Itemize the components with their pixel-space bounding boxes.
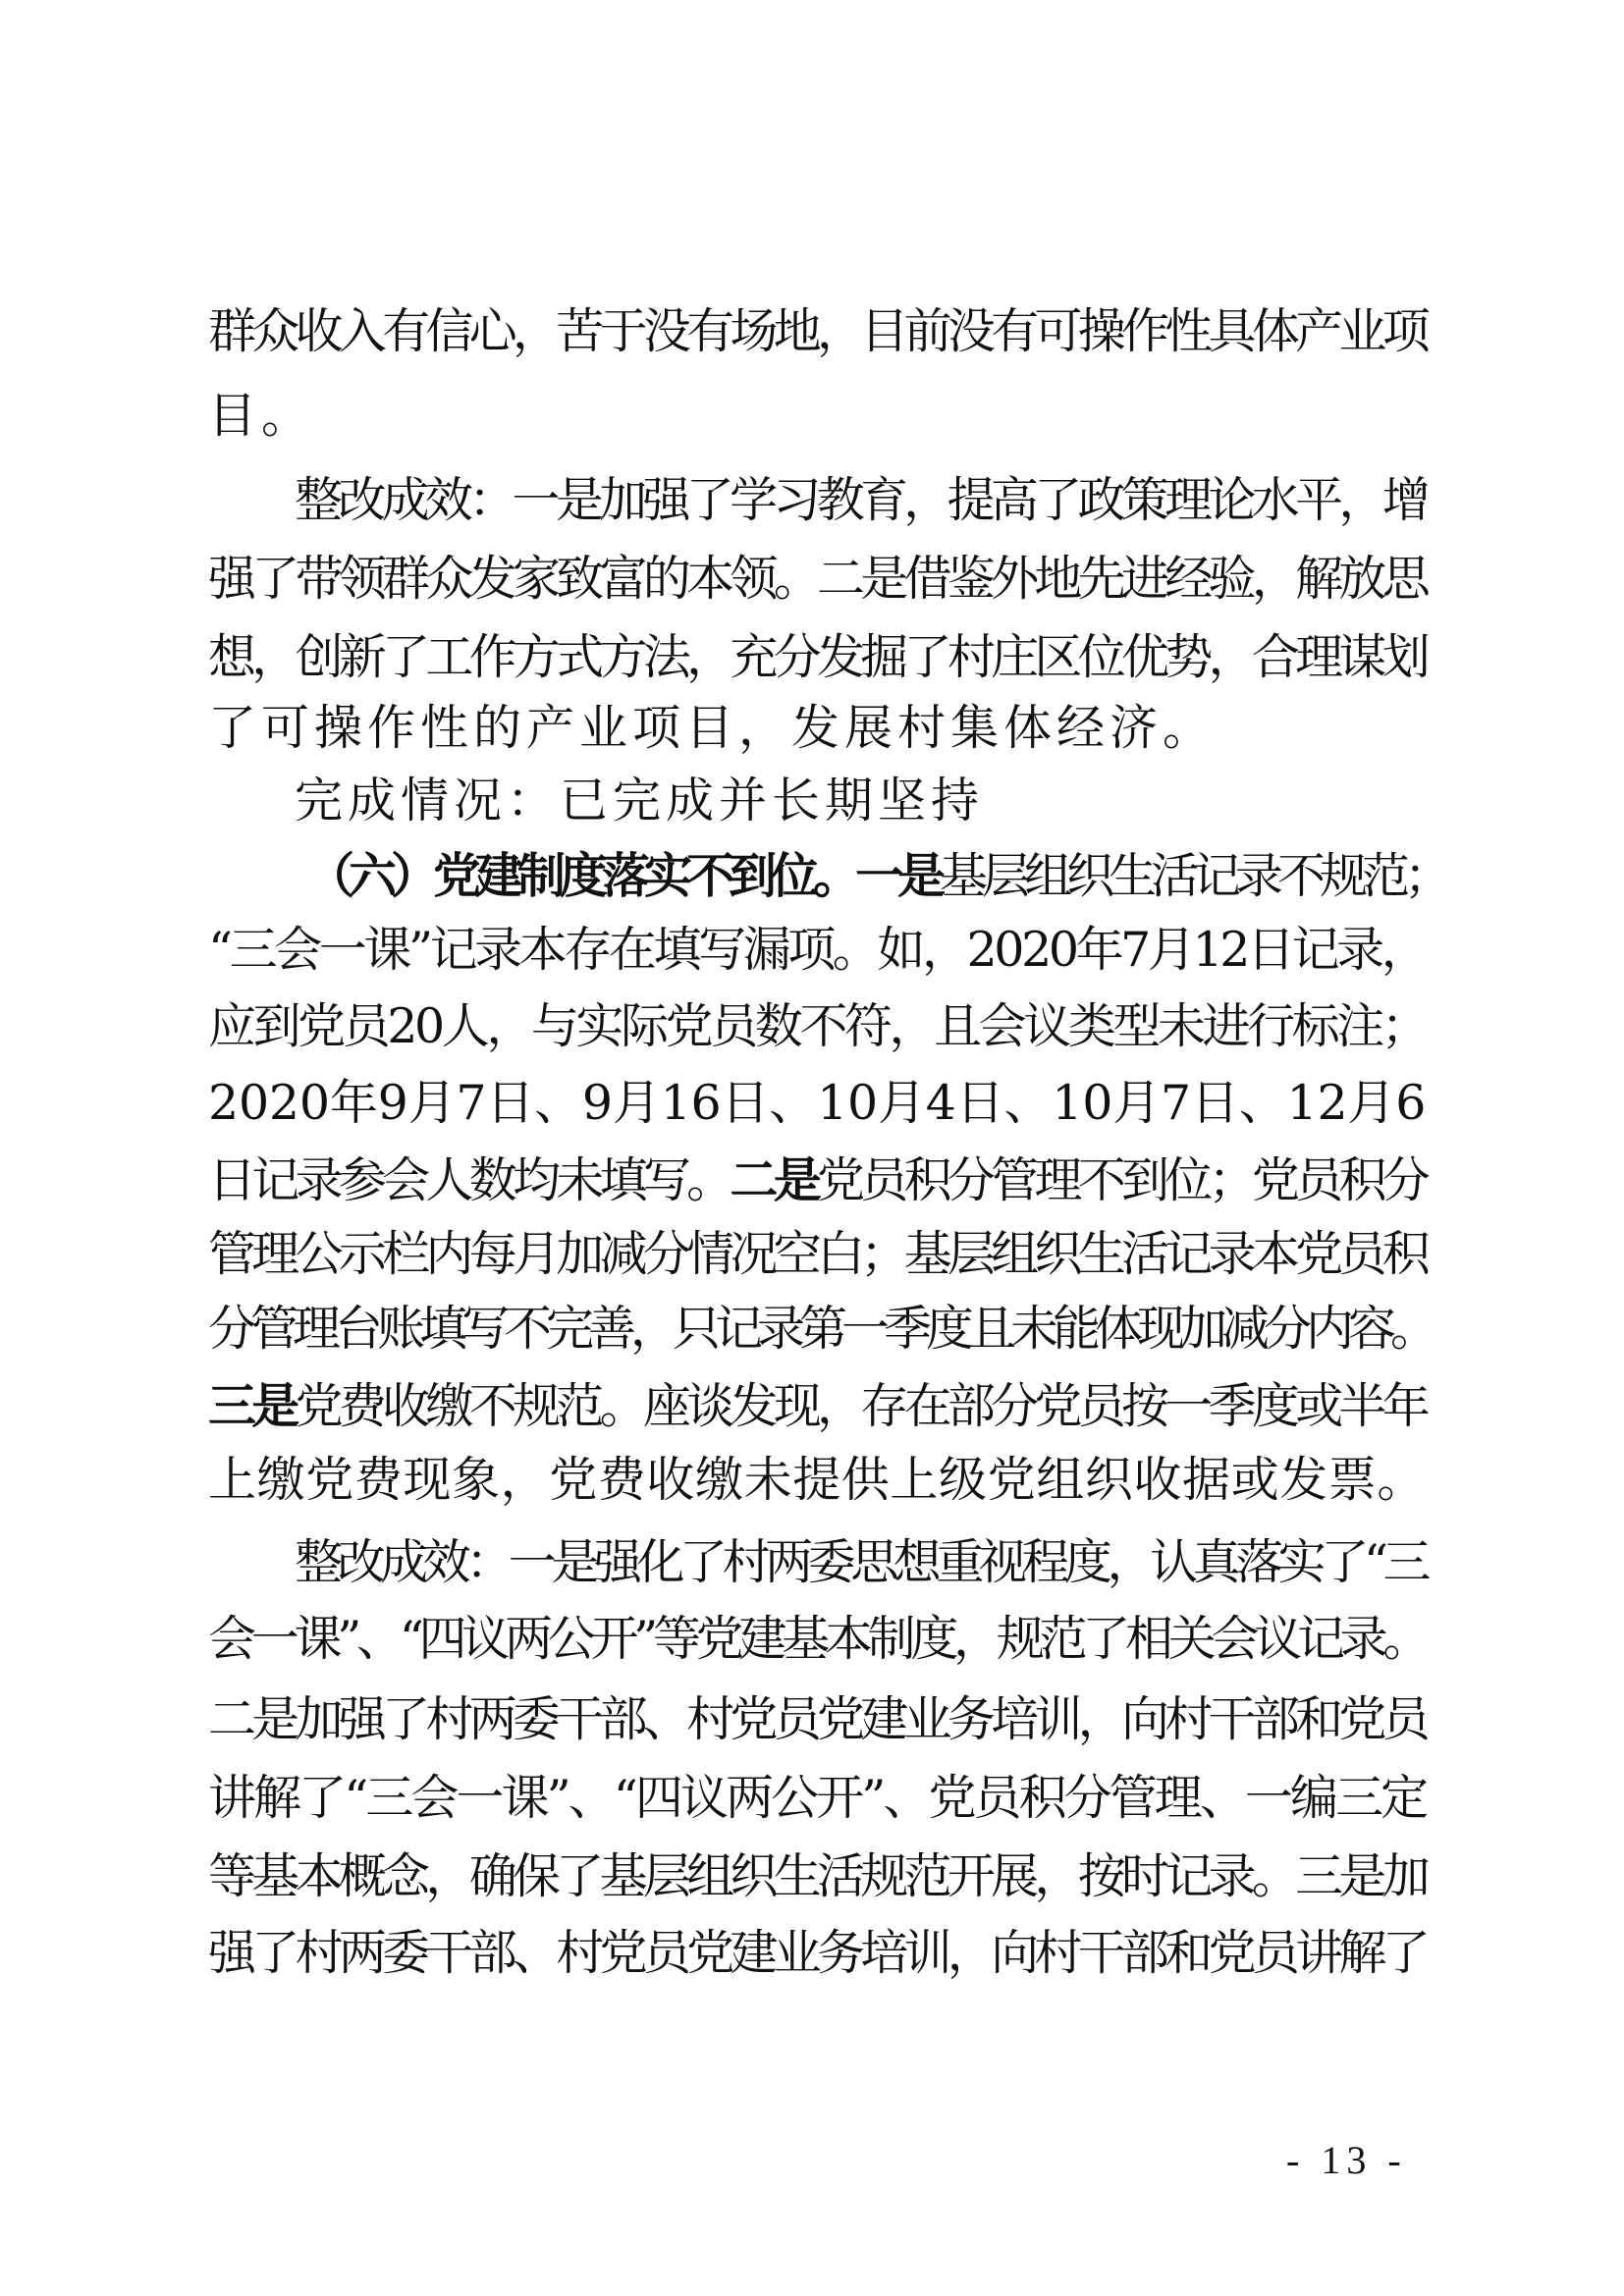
section-heading-line: （六）党建制度落实不到位。一是基层组织生活记录不规范； <box>306 847 1447 904</box>
page-number: - 13 - <box>1286 2138 1407 2182</box>
text-line: 强了村两委干部、村党员党建业务培训，向村干部和党员讲解了 <box>208 1925 1427 1981</box>
text-line: 三是党费收缴不规范。座谈发现，存在部分党员按一季度或半年 <box>208 1377 1427 1434</box>
text-line: 想，创新了工作方式方法，充分发掘了村庄区位优势，合理谋划 <box>208 629 1427 685</box>
text-line: 应到党员20人，与实际党员数不符，且会议类型未进行标注； <box>208 998 1427 1054</box>
text-line: 完成情况：已完成并长期坚持 <box>295 773 985 828</box>
text-line: 2020年9月7日、9月16日、10月4日、10月7日、12月6 <box>208 1075 1427 1131</box>
text-line: 等基本概念，确保了基层组织生活规范开展，按时记录。三是加 <box>208 1848 1427 1904</box>
text-line: 目。 <box>208 388 315 444</box>
text-line: 上缴党费现象，党费收缴未提供上级党组织收据或发票。 <box>208 1452 1427 1508</box>
text-line: 了可操作性的产业项目，发展村集体经济。 <box>208 700 1217 756</box>
text-line: 整改成效：一是加强了学习教育，提高了政策理论水平，增 <box>295 472 1427 528</box>
section-heading: （六）党建制度落实不到位。 <box>306 847 856 904</box>
text-line: 管理公示栏内每月加减分情况空白；基层组织生活记录本党员积 <box>208 1226 1427 1282</box>
text-line: 整改成效：一是强化了村两委思想重视程度，认真落实了“三 <box>295 1534 1427 1590</box>
text-line: 日记录参会人数均未填写。二是党员积分管理不到位；党员积分 <box>208 1151 1427 1208</box>
text-line: 强了带领群众发家致富的本领。二是借鉴外地先进经验，解放思 <box>208 551 1427 607</box>
text-line: 分管理台账填写不完善，只记录第一季度且未能体现加减分内容。 <box>208 1301 1434 1357</box>
text-line: 会一课”、“四议两公开”等党建基本制度，规范了相关会议记录。 <box>208 1611 1427 1667</box>
text-line: 二是加强了村两委干部、村党员党建业务培训，向村干部和党员 <box>208 1691 1427 1747</box>
text-line: 讲解了“三会一课”、“四议两公开”、党员积分管理、一编三定 <box>208 1770 1427 1826</box>
text-line: 群众收入有信心，苦于没有场地，目前没有可操作性具体产业项 <box>208 303 1427 359</box>
text-line: “三会一课”记录本存在填写漏项。如，2020年7月12日记录， <box>208 922 1427 978</box>
